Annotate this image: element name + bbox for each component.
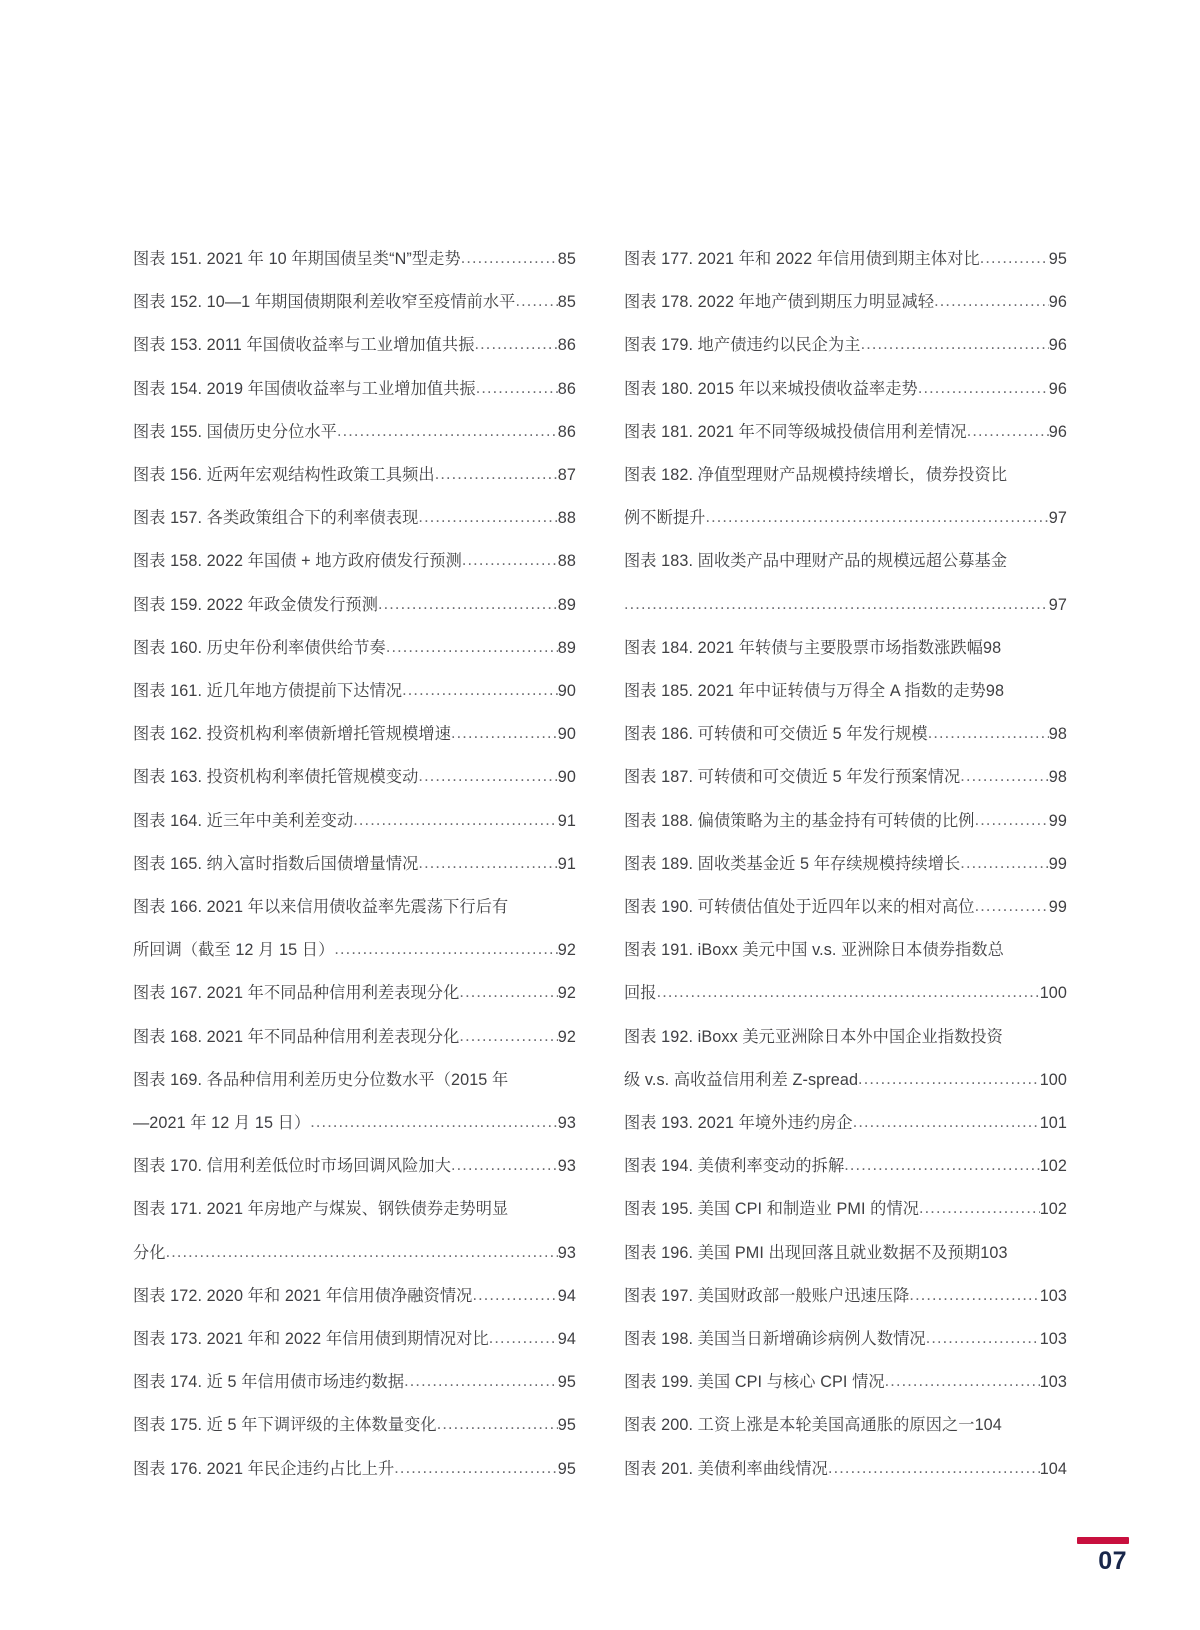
toc-entry-title: 图表 187. 可转债和可交债近 5 年发行预案情况 bbox=[624, 768, 961, 787]
toc-page-number: 94 bbox=[557, 1330, 576, 1349]
toc-entry-line bbox=[624, 1016, 1067, 1059]
toc-leader-dots bbox=[334, 928, 557, 971]
toc-entry[interactable] bbox=[133, 972, 576, 1015]
toc-entry-line bbox=[133, 1145, 576, 1188]
list-of-figures bbox=[133, 238, 1068, 1491]
toc-page-number: 95 bbox=[1048, 250, 1067, 268]
toc-entry[interactable] bbox=[624, 368, 1067, 411]
toc-entry-title: 图表 163. 投资机构利率债托管规模变动 bbox=[133, 768, 419, 787]
toc-entry[interactable] bbox=[624, 1016, 1067, 1102]
toc-entry[interactable] bbox=[624, 411, 1067, 454]
right-column bbox=[624, 238, 1067, 1491]
toc-leader-dots bbox=[960, 756, 1048, 798]
toc-page-number: 87 bbox=[557, 466, 576, 485]
toc-page-number: 95 bbox=[557, 1373, 576, 1392]
toc-entry-title: 图表 193. 2021 年境外违约房企 bbox=[624, 1114, 853, 1133]
toc-entry[interactable] bbox=[133, 670, 576, 713]
toc-entry-line bbox=[624, 1275, 1067, 1318]
toc-page-number: 96 bbox=[1048, 422, 1067, 441]
toc-entry-title: 图表 176. 2021 年民企违约占比上升 bbox=[133, 1459, 395, 1478]
toc-entry-line bbox=[624, 238, 1067, 281]
toc-entry-line bbox=[133, 281, 576, 324]
toc-entry[interactable] bbox=[133, 800, 576, 843]
toc-page-number: 97 bbox=[1048, 595, 1067, 614]
toc-leader-dots bbox=[459, 1016, 557, 1058]
toc-entry[interactable] bbox=[624, 1188, 1067, 1231]
toc-page-number: 89 bbox=[557, 638, 576, 657]
toc-page-number: 93 bbox=[557, 1157, 576, 1176]
toc-leader-dots bbox=[885, 1361, 1040, 1403]
toc-entry[interactable] bbox=[624, 843, 1067, 886]
toc-entry[interactable] bbox=[624, 627, 1067, 670]
toc-entry[interactable] bbox=[133, 584, 576, 627]
toc-leader-dots bbox=[918, 368, 1049, 410]
toc-entry-title: 图表 164. 近三年中美利差变动 bbox=[133, 811, 354, 830]
toc-page-number: 88 bbox=[557, 509, 576, 528]
toc-leader-dots bbox=[975, 800, 1049, 842]
toc-entry-title: 分化 bbox=[133, 1243, 166, 1262]
toc-entry-title: 图表 151. 2021 年 10 年期国债呈类“N”型走势 bbox=[133, 250, 461, 268]
toc-entry-line bbox=[133, 843, 576, 886]
toc-entry-title: 图表 170. 信用利差低位时市场回调风险加大 bbox=[133, 1157, 451, 1176]
toc-page-number: 98 bbox=[985, 682, 1005, 701]
toc-entry-line bbox=[624, 368, 1067, 411]
toc-entry[interactable] bbox=[133, 627, 576, 670]
toc-leader-dots bbox=[828, 1448, 1040, 1490]
toc-entry-line bbox=[133, 324, 576, 367]
toc-leader-dots bbox=[386, 627, 558, 669]
toc-entry-line bbox=[624, 324, 1067, 367]
toc-entry-line bbox=[624, 1318, 1067, 1361]
toc-entry[interactable] bbox=[624, 1145, 1067, 1188]
toc-page-number: 94 bbox=[557, 1286, 576, 1305]
toc-page-number: 98 bbox=[1048, 725, 1067, 744]
toc-entry-title: 图表 189. 固收类基金近 5 年存续规模持续增长 bbox=[624, 854, 961, 873]
toc-entry-line bbox=[624, 1188, 1067, 1231]
toc-entry-line bbox=[133, 238, 576, 281]
toc-leader-dots bbox=[853, 1102, 1040, 1144]
toc-entry-title: 图表 165. 纳入富时指数后国债增量情况 bbox=[133, 854, 419, 873]
toc-leader-dots bbox=[462, 540, 558, 582]
toc-page-number: 103 bbox=[1039, 1330, 1067, 1349]
toc-entry-line bbox=[133, 1059, 576, 1102]
toc-leader-dots bbox=[418, 756, 557, 798]
toc-entry-title: 级 v.s. 高收益信用利差 Z-spread bbox=[624, 1070, 859, 1089]
toc-entry[interactable] bbox=[624, 454, 1067, 540]
toc-entry-line bbox=[624, 584, 1067, 627]
toc-entry-title: 图表 155. 国债历史分位水平 bbox=[133, 422, 337, 441]
toc-entry-title: 图表 159. 2022 年政金债发行预测 bbox=[133, 595, 378, 614]
toc-page-number: 99 bbox=[1048, 811, 1067, 830]
toc-entry-title: 图表 186. 可转债和可交债近 5 年发行规模 bbox=[624, 725, 928, 744]
toc-entry[interactable] bbox=[133, 1188, 576, 1274]
toc-entry-line bbox=[133, 972, 576, 1015]
toc-entry-title: 图表 177. 2021 年和 2022 年信用债到期主体对比 bbox=[624, 250, 980, 268]
toc-leader-dots bbox=[461, 238, 558, 280]
toc-leader-dots bbox=[451, 713, 558, 755]
toc-entry[interactable] bbox=[133, 1016, 576, 1059]
toc-leader-dots bbox=[402, 670, 558, 712]
toc-entry-title: 图表 196. 美国 PMI 出现回落且就业数据不及预期 bbox=[624, 1243, 981, 1262]
toc-entry[interactable] bbox=[133, 1448, 576, 1491]
toc-entry-title: 图表 162. 投资机构利率债新增托管规模增速 bbox=[133, 725, 451, 744]
toc-entry-line bbox=[133, 368, 576, 411]
toc-entry-title: 图表 168. 2021 年不同品种信用利差表现分化 bbox=[133, 1027, 460, 1046]
toc-leader-dots bbox=[394, 1448, 558, 1490]
toc-page-number: 98 bbox=[1048, 768, 1067, 787]
toc-page-number: 103 bbox=[1039, 1373, 1067, 1392]
toc-entry-title: 图表 152. 10—1 年期国债期限利差收窄至疫情前水平 bbox=[133, 293, 516, 312]
toc-entry[interactable] bbox=[624, 281, 1067, 324]
toc-leader-dots bbox=[451, 1145, 558, 1187]
toc-leader-dots bbox=[926, 1318, 1040, 1360]
toc-entry-title: 图表 153. 2011 年国债收益率与工业增加值共振 bbox=[133, 336, 475, 355]
toc-entry-line bbox=[624, 1361, 1067, 1404]
toc-leader-dots bbox=[980, 238, 1049, 280]
toc-page-number: 102 bbox=[1039, 1200, 1067, 1219]
toc-entry[interactable] bbox=[624, 670, 1067, 713]
toc-page-number: 92 bbox=[557, 941, 576, 960]
toc-entry-line bbox=[624, 454, 1067, 497]
toc-page-number: 99 bbox=[1048, 854, 1067, 873]
toc-entry-title: 图表 199. 美国 CPI 与核心 CPI 情况 bbox=[624, 1373, 885, 1392]
accent-bar bbox=[1077, 1537, 1129, 1544]
toc-entry-title: 图表 174. 近 5 年信用债市场违约数据 bbox=[133, 1373, 405, 1392]
toc-entry-title: 图表 188. 偏债策略为主的基金持有可转债的比例 bbox=[624, 811, 975, 830]
toc-leader-dots bbox=[418, 843, 557, 885]
toc-entry-title: 图表 191. iBoxx 美元中国 v.s. 亚洲除日本债券指数总 bbox=[624, 941, 1004, 960]
toc-leader-dots bbox=[310, 1101, 558, 1144]
toc-leader-dots bbox=[919, 1188, 1040, 1230]
toc-page-number: 90 bbox=[557, 682, 576, 701]
toc-entry-title: 图表 184. 2021 年转债与主要股票市场指数涨跌幅 bbox=[624, 638, 983, 657]
toc-entry-line bbox=[133, 929, 576, 972]
toc-entry-line bbox=[624, 1404, 1067, 1447]
toc-entry-title: 图表 171. 2021 年房地产与煤炭、钢铁债券走势明显 bbox=[133, 1200, 509, 1219]
toc-leader-dots bbox=[515, 281, 557, 323]
toc-entry-title: 图表 182. 净值型理财产品规模持续增长，债券投资比 bbox=[624, 466, 1008, 485]
toc-entry[interactable] bbox=[133, 843, 576, 886]
toc-entry-line bbox=[624, 281, 1067, 324]
toc-entry-line bbox=[624, 540, 1067, 583]
toc-entry-title: 例不断提升 bbox=[624, 509, 706, 528]
toc-entry-title: 图表 154. 2019 年国债收益率与工业增加值共振 bbox=[133, 379, 476, 398]
toc-leader-dots bbox=[378, 584, 558, 626]
toc-entry[interactable] bbox=[133, 411, 576, 454]
toc-leader-dots bbox=[404, 1361, 558, 1403]
toc-entry-title: 图表 169. 各品种信用利差历史分位数水平（2015 年 bbox=[133, 1070, 509, 1089]
toc-entry-title: 图表 158. 2022 年国债 + 地方政府债发行预测 bbox=[133, 552, 462, 571]
toc-entry[interactable] bbox=[624, 1404, 1067, 1447]
toc-leader-dots bbox=[960, 843, 1048, 885]
toc-entry-title: 图表 179. 地产债违约以民企为主 bbox=[624, 336, 861, 355]
toc-leader-dots bbox=[437, 1404, 558, 1446]
toc-entry-title: 图表 161. 近几年地方债提前下达情况 bbox=[133, 682, 403, 701]
toc-entry-line bbox=[624, 1102, 1067, 1145]
toc-entry-line bbox=[624, 800, 1067, 843]
toc-entry-line bbox=[133, 713, 576, 756]
toc-entry-line bbox=[624, 411, 1067, 454]
toc-entry-title: 图表 180. 2015 年以来城投债收益率走势 bbox=[624, 379, 918, 398]
toc-page-number: 91 bbox=[557, 811, 576, 830]
toc-entry-line bbox=[133, 756, 576, 799]
toc-leader-dots bbox=[353, 800, 558, 842]
toc-entry[interactable] bbox=[624, 1102, 1067, 1145]
toc-entry-title: 图表 172. 2020 年和 2021 年信用债净融资情况 bbox=[133, 1286, 473, 1305]
toc-entry-title: 所回调（截至 12 月 15 日） bbox=[133, 941, 335, 960]
toc-page-number: 95 bbox=[557, 1416, 576, 1435]
toc-entry-title: 回报 bbox=[624, 984, 657, 1003]
toc-leader-dots bbox=[472, 1275, 557, 1317]
toc-entry-title: 图表 173. 2021 年和 2022 年信用债到期情况对比 bbox=[133, 1330, 489, 1349]
toc-leader-dots bbox=[435, 454, 558, 496]
toc-entry-line bbox=[624, 843, 1067, 886]
toc-entry-title: 图表 183. 固收类产品中理财产品的规模远超公募基金 bbox=[624, 552, 1008, 571]
toc-entry[interactable] bbox=[624, 1361, 1067, 1404]
toc-page-number: 93 bbox=[557, 1114, 576, 1133]
toc-page-number: 90 bbox=[557, 768, 576, 787]
toc-page-number: 104 bbox=[1039, 1459, 1067, 1478]
toc-page-number: 103 bbox=[1039, 1286, 1067, 1305]
toc-entry-line bbox=[133, 1188, 576, 1231]
toc-leader-dots bbox=[861, 324, 1049, 366]
toc-entry-title: 图表 166. 2021 年以来信用债收益率先震荡下行后有 bbox=[133, 898, 509, 917]
toc-entry-title: 图表 201. 美债利率曲线情况 bbox=[624, 1459, 828, 1478]
toc-entry-line bbox=[624, 670, 1067, 713]
toc-entry-title: 图表 178. 2022 年地产债到期压力明显减轻 bbox=[624, 293, 935, 312]
toc-entry-title: 图表 198. 美国当日新增确诊病例人数情况 bbox=[624, 1330, 926, 1349]
toc-entry-line bbox=[624, 497, 1067, 540]
toc-entry[interactable] bbox=[133, 1145, 576, 1188]
toc-page-number: 100 bbox=[1039, 984, 1067, 1003]
toc-entry[interactable] bbox=[133, 281, 576, 324]
toc-entry[interactable] bbox=[624, 540, 1067, 626]
toc-entry-line bbox=[624, 756, 1067, 799]
toc-entry-line bbox=[133, 1102, 576, 1145]
toc-leader-dots bbox=[967, 411, 1049, 453]
toc-entry[interactable] bbox=[624, 800, 1067, 843]
toc-entry-line bbox=[133, 886, 576, 929]
toc-entry-line bbox=[133, 1232, 576, 1275]
toc-entry[interactable] bbox=[133, 238, 576, 281]
toc-page-number: 96 bbox=[1048, 336, 1067, 355]
toc-entry-line bbox=[133, 1275, 576, 1318]
toc-entry-line bbox=[133, 540, 576, 583]
toc-entry-line bbox=[133, 800, 576, 843]
toc-leader-dots bbox=[844, 1145, 1039, 1187]
toc-entry[interactable] bbox=[624, 929, 1067, 1015]
toc-entry-title: 图表 181. 2021 年不同等级城投债信用利差情况 bbox=[624, 422, 967, 441]
toc-entry-title: 图表 156. 近两年宏观结构性政策工具频出 bbox=[133, 466, 435, 485]
toc-entry[interactable] bbox=[133, 1318, 576, 1361]
toc-entry-title: 图表 190. 可转债估值处于近四年以来的相对高位 bbox=[624, 898, 975, 917]
toc-entry[interactable] bbox=[624, 238, 1067, 281]
toc-entry-line bbox=[133, 1016, 576, 1059]
toc-entry-line bbox=[133, 670, 576, 713]
toc-page-number: 91 bbox=[557, 854, 576, 873]
toc-entry[interactable] bbox=[133, 497, 576, 540]
toc-page-number: 100 bbox=[1039, 1070, 1067, 1089]
toc-entry-title: 图表 157. 各类政策组合下的利率债表现 bbox=[133, 509, 419, 528]
toc-entry-title: 图表 197. 美国财政部一般账户迅速压降 bbox=[624, 1286, 910, 1305]
toc-entry-line bbox=[624, 627, 1067, 670]
toc-page-number: 92 bbox=[557, 984, 576, 1003]
toc-entry-line bbox=[133, 411, 576, 454]
toc-entry-line bbox=[133, 1361, 576, 1404]
toc-entry-title: 图表 167. 2021 年不同品种信用利差表现分化 bbox=[133, 984, 460, 1003]
toc-entry-line bbox=[133, 1404, 576, 1447]
toc-entry-line bbox=[133, 1318, 576, 1361]
toc-entry-line bbox=[133, 497, 576, 540]
toc-page-number: 85 bbox=[557, 250, 576, 268]
toc-leader-dots bbox=[975, 886, 1049, 928]
toc-page-number: 90 bbox=[557, 725, 576, 744]
toc-entry-line bbox=[624, 1145, 1067, 1188]
toc-entry[interactable] bbox=[133, 1275, 576, 1318]
toc-page-number: 93 bbox=[557, 1243, 576, 1262]
toc-entry[interactable] bbox=[133, 540, 576, 583]
toc-entry-title: 图表 194. 美债利率变动的拆解 bbox=[624, 1157, 845, 1176]
toc-entry-title: 图表 195. 美国 CPI 和制造业 PMI 的情况 bbox=[624, 1200, 920, 1219]
toc-leader-dots bbox=[475, 324, 558, 366]
toc-leader-dots bbox=[858, 1058, 1040, 1101]
toc-entry-line bbox=[624, 929, 1067, 972]
toc-page-number: 97 bbox=[1048, 509, 1067, 528]
toc-entry-title: 图表 175. 近 5 年下调评级的主体数量变化 bbox=[133, 1416, 437, 1435]
toc-entry-line bbox=[624, 1448, 1067, 1491]
toc-page-number: 104 bbox=[974, 1416, 1002, 1435]
toc-leader-dots bbox=[657, 971, 1040, 1014]
toc-page-number: 86 bbox=[557, 379, 576, 398]
toc-entry-title: 图表 192. iBoxx 美元亚洲除日本外中国企业指数投资 bbox=[624, 1027, 1003, 1046]
toc-page-number: 103 bbox=[980, 1243, 1008, 1262]
toc-page-number: 86 bbox=[557, 422, 576, 441]
toc-leader-dots bbox=[928, 713, 1049, 755]
toc-page-number: 85 bbox=[557, 293, 576, 312]
toc-entry[interactable] bbox=[133, 886, 576, 972]
toc-leader-dots bbox=[489, 1318, 558, 1360]
toc-entry-title: 图表 200. 工资上涨是本轮美国高通胀的原因之一 bbox=[624, 1416, 975, 1435]
toc-leader-dots bbox=[166, 1231, 558, 1274]
toc-leader-dots bbox=[705, 496, 1048, 539]
toc-page-number: 101 bbox=[1039, 1114, 1067, 1133]
toc-entry-line bbox=[133, 584, 576, 627]
toc-entry-line bbox=[624, 1059, 1067, 1102]
toc-page-number: 95 bbox=[557, 1459, 576, 1478]
toc-page-number: 96 bbox=[1048, 379, 1067, 398]
left-column bbox=[133, 238, 576, 1491]
toc-entry[interactable] bbox=[624, 1275, 1067, 1318]
toc-entry-title: 图表 185. 2021 年中证转债与万得全 A 指数的走势 bbox=[624, 682, 986, 701]
toc-entry[interactable] bbox=[624, 886, 1067, 929]
toc-entry-line bbox=[624, 886, 1067, 929]
toc-leader-dots bbox=[476, 368, 558, 410]
toc-entry[interactable] bbox=[133, 368, 576, 411]
toc-entry[interactable] bbox=[624, 324, 1067, 367]
toc-entry[interactable] bbox=[133, 713, 576, 756]
toc-entry[interactable] bbox=[133, 454, 576, 497]
toc-entry[interactable] bbox=[133, 1059, 576, 1145]
toc-entry[interactable] bbox=[624, 756, 1067, 799]
toc-entry-line bbox=[133, 454, 576, 497]
toc-entry[interactable] bbox=[133, 1404, 576, 1447]
toc-entry-title: 图表 160. 历史年份利率债供给节奏 bbox=[133, 638, 386, 657]
toc-entry[interactable] bbox=[624, 1318, 1067, 1361]
toc-page-number: 102 bbox=[1039, 1157, 1067, 1176]
toc-page-number: 89 bbox=[557, 595, 576, 614]
toc-leader-dots bbox=[459, 972, 557, 1014]
toc-entry[interactable] bbox=[624, 713, 1067, 756]
toc-page-number: 96 bbox=[1048, 293, 1067, 312]
toc-entry-line bbox=[133, 1448, 576, 1491]
toc-page-number: 86 bbox=[557, 336, 576, 355]
toc-leader-dots bbox=[909, 1275, 1039, 1317]
page-footer bbox=[1065, 1537, 1129, 1574]
toc-entry-line bbox=[624, 1232, 1067, 1275]
toc-leader-dots bbox=[624, 583, 1049, 626]
toc-entry[interactable] bbox=[133, 324, 576, 367]
toc-entry[interactable] bbox=[133, 1361, 576, 1404]
toc-leader-dots bbox=[418, 497, 557, 539]
toc-page-number: 92 bbox=[557, 1027, 576, 1046]
toc-entry-line bbox=[624, 972, 1067, 1015]
toc-entry[interactable] bbox=[133, 756, 576, 799]
page-number: 07 bbox=[1098, 1547, 1127, 1575]
toc-entry-line bbox=[624, 713, 1067, 756]
toc-entry[interactable] bbox=[624, 1448, 1067, 1491]
toc-leader-dots bbox=[337, 411, 558, 453]
toc-page-number: 98 bbox=[983, 638, 1002, 657]
toc-page-number: 88 bbox=[557, 552, 576, 571]
toc-leader-dots bbox=[934, 281, 1049, 323]
toc-entry[interactable] bbox=[624, 1232, 1067, 1275]
toc-page-number: 99 bbox=[1048, 898, 1067, 917]
toc-entry-line bbox=[133, 627, 576, 670]
toc-entry-title: —2021 年 12 月 15 日） bbox=[133, 1114, 311, 1133]
